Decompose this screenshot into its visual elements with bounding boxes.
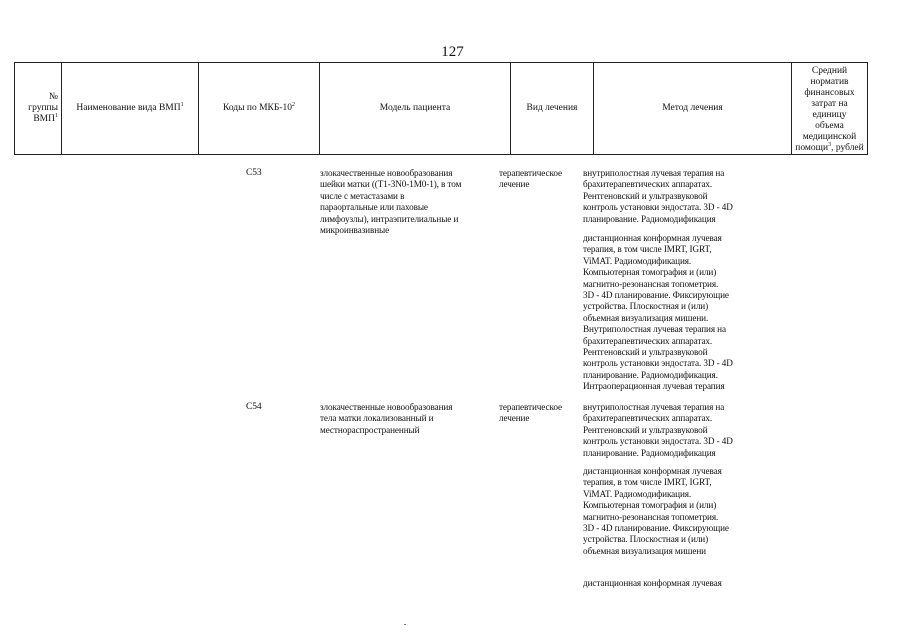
row-2-patient-model: злокачественные новообразования тела матки локализованный и местнораспространенный — [320, 402, 453, 435]
row-1-method-2: дистанционная конформная лучевая терапия, в том числе IMRT, IGRT, ViMAT. Радиомодификация. Компьютерная томография и (или) магнитно-резонансная топометрия. 3D - 4D планирование. Фиксирующие устройства. Плоскостная и (или) объемная визуализация мишени. Внутриполостная лучевая терапия на брахитерапевтических аппаратах. Рентгеновский и ультразвуковой контроль установки эндостата. 3D - 4D планирование. Радиомодификация. Интраоперационная лучевая терапия — [583, 233, 733, 392]
header-group-number: № группы ВМП$^1$ — [15, 63, 62, 155]
header-icd-codes: Коды по МКБ-$10^2$ — [199, 63, 320, 155]
row-1-icd-code: C53 — [246, 168, 262, 178]
row-1-method-1: внутриполостная лучевая терапия на брахитерапевтических аппаратах. Рентгеновский и ультразвуковой контроль установки эндостата. 3D - 4D планирование. Радиомодификация — [583, 168, 733, 224]
header-patient-model: Модель пациента — [320, 63, 511, 155]
header-treatment-type: Вид лечения — [511, 63, 594, 155]
row-2-icd-code: C54 — [246, 402, 262, 412]
scan-artifact — [404, 624, 406, 625]
header-cost-norm: Средний норматив финансовых затрат на единицу объема медицинской помощи$^3$, рублей — [792, 63, 868, 155]
row-2-method-2: дистанционная конформная лучевая терапия, в том числе IMRT, IGRT, ViMAT. Радиомодификация. Компьютерная томография и (или) магнитно-резонансная топометрия. 3D - 4D планирование. Фиксирующие устройства. Плоскостная и (или) объемная визуализация мишени — [583, 466, 729, 556]
table-header — [14, 62, 868, 155]
row-1-treatment-type: терапевтическое лечение — [499, 168, 562, 190]
row-2-method-1: внутриполостная лучевая терапия на брахитерапевтических аппаратах. Рентгеновский и ультразвуковой контроль установки эндостата. 3D - 4D планирование. Радиомодификация — [583, 402, 733, 458]
row-1-patient-model: злокачественные новообразования шейки матки ((T1-3N0-1M0-1), в том числе с метастазами в параортальные или паховые лимфоузлы), интраэпителиальные и микроинвазивные — [320, 168, 462, 236]
header-treatment-method: Метод лечения — [594, 63, 792, 155]
row-2-treatment-type: терапевтическое лечение — [499, 402, 562, 424]
page-number: 127 — [441, 44, 464, 60]
header-vmp-name: Наименование вида ВМП$^1$ — [62, 63, 199, 155]
row-2-method-3: дистанционная конформная лучевая — [583, 578, 722, 588]
